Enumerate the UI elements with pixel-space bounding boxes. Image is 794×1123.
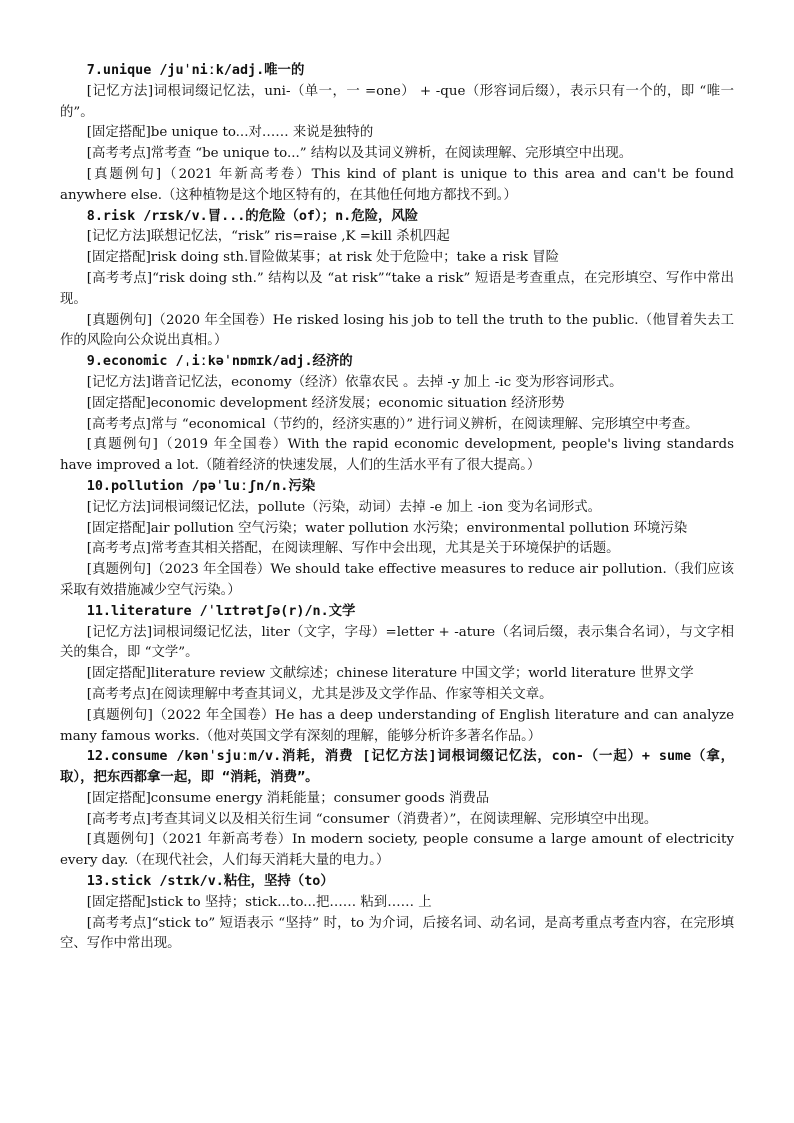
entry [60,352,734,477]
entry-line: [固定搭配]stick to 坚持；stick...to...把…… 粘到…… 上 [86,894,432,910]
entry-line: [固定搭配]risk doing sth.冒险做某事；at risk 处于危险中；take a risk 冒险 [86,250,560,266]
entry-line: [真题例句]（2021 年新高考卷）In modern society, people consume a large amount of electricity every day.（在现代社会，人们每天消耗大量的电力。） [60,832,734,869]
entry-line: [记忆方法]联想记忆法，“risk” ris=raise ,K =kill 杀机四起 [86,229,450,245]
entry-line: [高考考点]常考查 “be unique to...” 结构以及其词义辨析，在阅读理解、完形填空中出现。 [86,146,633,162]
entry-heading-text: 12.consume /kənˈsjuːm/v.消耗，消费 [记忆方法]词根词缀记忆法，con-（一起）+ sume（拿，取），把东西都拿一起，即 “消耗，消费”。 [60,749,734,786]
entry [60,61,734,207]
entry-line: [固定搭配]literature review 文献综述；chinese literature 中国文学；world literature 世界文学 [86,666,694,682]
entry-line: [真题例句]（2022 年全国卷）He has a deep understanding of English literature and can analyze many famous works.（他对英国文学有深刻的理解，能够分析许多著名作品。） [60,707,734,744]
entry-line: [高考考点]“risk doing sth.” 结构以及 “at risk”“take a risk” 短语是考查重点，在完形填空、写作中常出现。 [60,270,734,307]
entry-line: [固定搭配]consume energy 消耗能量；consumer goods 消费品 [86,790,490,806]
entry-line: [真题例句]（2021 年新高考卷）This kind of plant is unique to this area and can't be found anywhere else.（这种植物是这个地区特有的，在其他任何地方都找不到。） [60,166,734,203]
entry-line: [固定搭配]be unique to...对…… 来说是独特的 [86,125,374,141]
document-body [60,61,734,955]
entry-line: [固定搭配]air pollution 空气污染；water pollution 水污染；environmental pollution 环境污染 [86,520,688,536]
entry-line: [高考考点]常考查其相关搭配，在阅读理解、写作中会出现，尤其是关于环境保护的话题。 [86,541,620,557]
entry-line: [高考考点]在阅读理解中考查其词义，尤其是涉及文学作品、作家等相关文章。 [86,686,553,702]
entry-line: [记忆方法]词根词缀记忆法，liter（文字，字母）=letter + -ature（名词后缀，表示集合名词），与文字相关的集合，即 “文学”。 [60,624,734,661]
entry [60,747,734,872]
entry-line: [真题例句]（2019 年全国卷）With the rapid economic development, people's living standards have improved a lot.（随着经济的快速发展，人们的生活水平有了很大提高。） [60,437,734,474]
entry-heading [60,747,734,789]
entry-heading: 7.unique /juˈniːk/adj.唯一的 [86,63,305,78]
entry [60,477,734,602]
entry-heading: 13.stick /stɪk/v.粘住，坚持（to） [86,874,334,890]
entry-line: [高考考点]常与 “economical（节约的，经济实惠的）” 进行词义辨析，在阅读理解、完形填空中考查。 [86,416,699,432]
entry-line: [记忆方法]词根词缀记忆法，uni-（单一，一 =one） + -que（形容词后缀），表示只有一个的，即 “唯一的”。 [60,83,734,120]
entry-heading: 10.pollution /pəˈluːʃn/n.污染 [86,478,316,494]
entry-line: [记忆方法]词根词缀记忆法，pollute（污染，动词）去掉 -e 加上 -ion 变为名词形式。 [86,499,602,515]
entry [60,602,734,748]
entry-heading: 9.economic /ˌiːkəˈnɒmɪk/adj.经济的 [86,354,353,370]
entry-line: [真题例句]（2023 年全国卷）We should take effective measures to reduce air pollution.（我们应该采取有效措施减少空气污染。） [60,562,734,598]
entry-line: [记忆方法]谐音记忆法，economy（经济）依靠农民 。去掉 -y 加上 -ic 变为形容词形式。 [86,374,623,390]
entry [60,207,734,353]
entry-line: [高考考点]考查其词义以及相关衍生词 “consumer（消费者）”，在阅读理解、完形填空中出现。 [86,811,658,827]
entry-heading: 8.risk /rɪsk/v.冒...的危险（of）；n.危险，风险 [86,208,419,224]
entry-line: [固定搭配]economic development 经济发展；economic situation 经济形势 [86,395,565,411]
entry-heading: 11.literature /ˈlɪtrətʃə(r)/n.文学 [86,603,356,619]
entry-line: [高考考点]“stick to” 短语表示 “坚持” 时，to 为介词，后接名词、动名词，是高考重点考查内容，在完形填空、写作中常出现。 [60,915,734,952]
entry-line: [真题例句]（2020 年全国卷）He risked losing his job to tell the truth to the public.（他冒着失去工作的风险向公众说出真相。） [60,312,734,349]
entry [60,872,734,955]
